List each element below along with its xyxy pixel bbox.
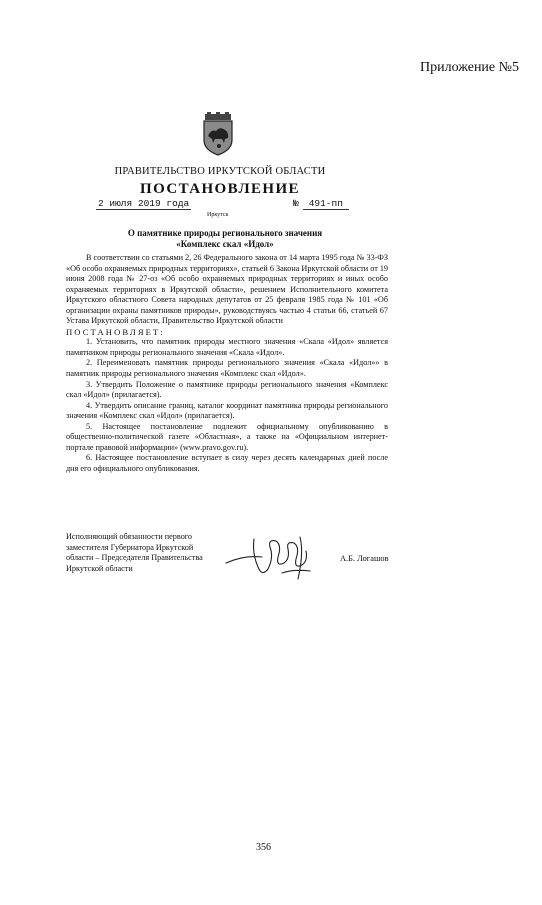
decree-title: [120, 228, 330, 250]
item-5: 5. Настоящее постановление подлежит официальному опубликованию в общественно-политической газете «Областная», а также на «Официальном интернет-портале правовой информации» (www.pravo.gov.ru).: [66, 421, 388, 452]
item-1: 1. Установить, что памятник природы местного значения «Скала «Идол» является памятником природы регионального значения «Скала «Идол».: [66, 337, 388, 357]
position-line: области – Председателя Правительства: [66, 553, 203, 562]
item-4: 4. Утвердить описание границ, каталог координат памятника природы регионального значения «Комплекс скал «Идол» (прилагается).: [66, 400, 388, 421]
page-number: 356: [256, 842, 271, 853]
signatory-position: [66, 532, 236, 574]
city-label: Иркутск: [207, 212, 229, 218]
appendix-label: Приложение №5: [420, 60, 519, 75]
position-line: Исполняющий обязанности первого: [66, 532, 193, 541]
number-sign: №: [293, 198, 299, 209]
signatory-name: А.Б. Логашов: [340, 554, 389, 563]
decree-body: [66, 253, 388, 474]
postanovlyaet-heading: ПОСТАНОВЛЯЕТ:: [66, 326, 165, 337]
title-line-1: О памятнике природы регионального значения: [127, 228, 323, 238]
position-line: Иркутской области: [66, 563, 133, 573]
document-type: ПОСТАНОВЛЕНИЕ: [140, 181, 300, 197]
government-name: ПРАВИТЕЛЬСТВО ИРКУТСКОЙ ОБЛАСТИ: [114, 166, 326, 177]
preamble-paragraph: В соответствии со статьями 2, 26 Федерального закона от 14 марта 1995 года № 33-ФЗ «Об особо охраняемых природных территориях», статьей 6 Закона Иркутской области от 19 июня 2008 года № 27-оз «Об особо охраняемых природных территориях и иных особо охраняемых территориях в Иркутской области», решением Исполнительного комитета Иркутского областного Совета народных депутатов от 25 февраля 1985 года № 101 «Об организации охраны памятников природы», руководствуясь частью 4 статьи 66, статьей 67 Устава Иркутской области, Правительство Иркутской области: [66, 253, 389, 326]
item-2: 2. Переименовать памятник природы регионального значения «Скала «Идол»» в памятник природы регионального значения «Комплекс скал «Идол».: [66, 358, 388, 379]
decree-number: 491-пп: [303, 198, 349, 210]
item-3: 3. Утвердить Положение о памятнике природы регионального значения «Комплекс скал «Идол» (прилагается).: [66, 379, 388, 400]
title-line-2: «Комплекс скал «Идол»: [176, 239, 274, 249]
handwritten-signature: [224, 533, 334, 585]
position-line: заместителя Губернатора Иркутской: [66, 542, 194, 552]
decree-date: 2 июля 2019 года: [98, 198, 190, 209]
coat-of-arms-emblem: [201, 112, 235, 156]
decree-number-block: [293, 198, 349, 209]
item-6: 6. Настоящее постановление вступает в силу через десять календарных дней после дня его официального опубликования.: [66, 453, 388, 473]
